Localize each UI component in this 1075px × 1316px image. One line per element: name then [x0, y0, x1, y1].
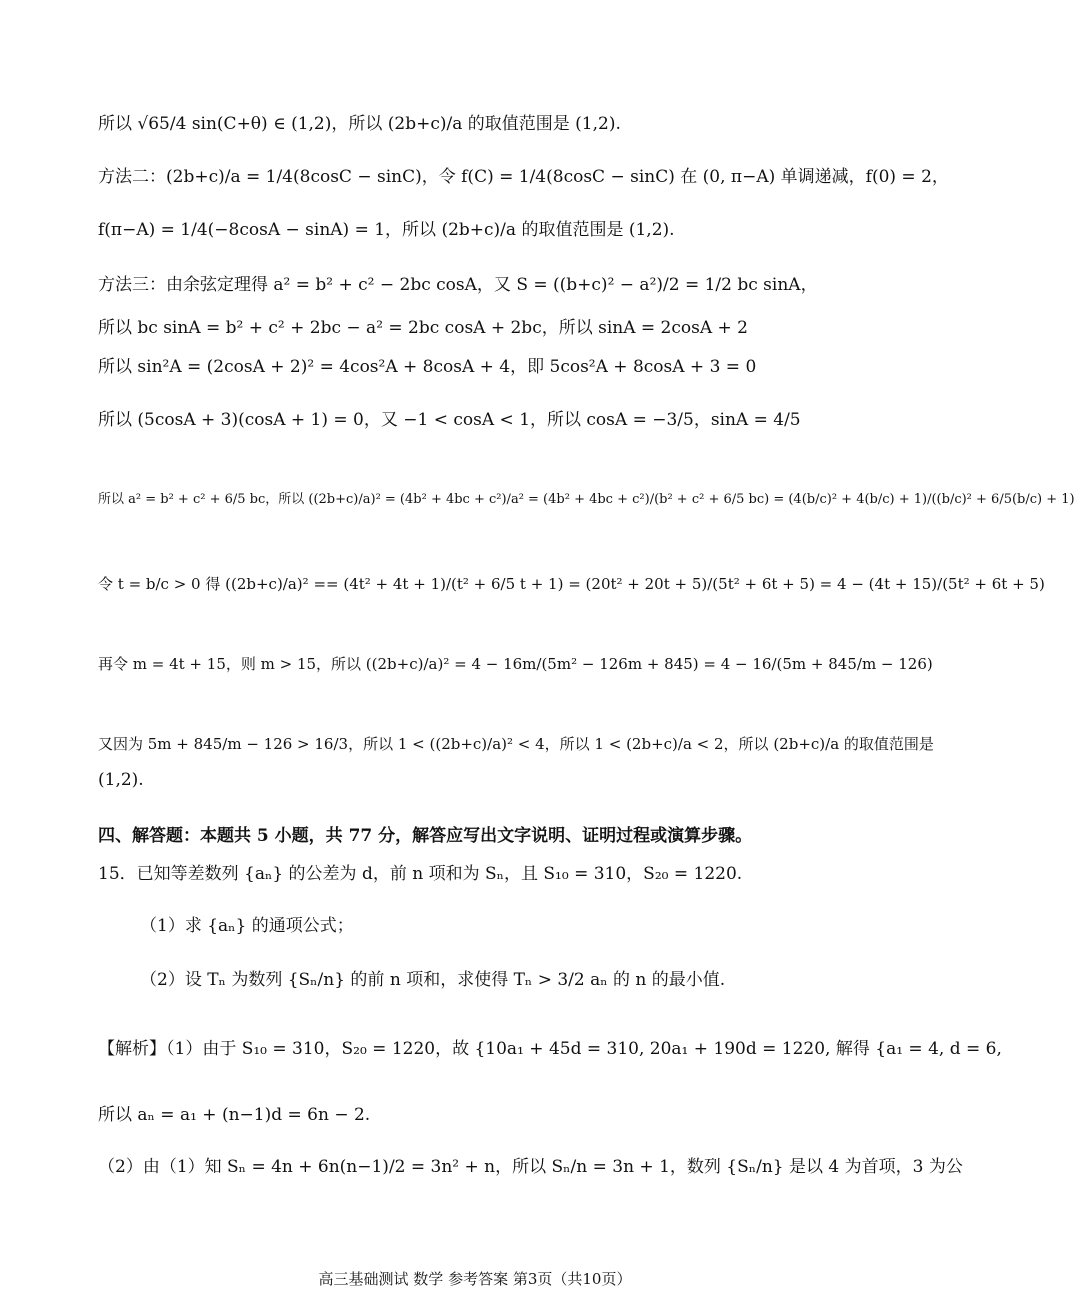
- line-2: 方法二：(2b+c)/a = 1/4(8cosC − sinC)，令 f(C) = 1/4(8cosC − sinC) 在 (0, π−A) 单调递减，f(0) = 2，: [98, 167, 949, 187]
- page-footer: 高三基础测试 数学 参考答案 第3页（共10页）: [318, 1270, 632, 1288]
- line-10: 再令 m = 4t + 15，则 m > 15，所以 ((2b+c)/a)² = 4 − 16m/(5m² − 126m + 845) = 4 − 16/(5m + 845/m − 126): [98, 655, 933, 673]
- line-4: 方法三：由余弦定理得 a² = b² + c² − 2bc cosA，又 S = ((b+c)² − a²)/2 = 1/2 bc sinA，: [98, 275, 818, 295]
- line-1: 所以 √65/4 sin(C+θ) ∈ (1,2)，所以 (2b+c)/a 的取值范围是 (1,2).: [98, 114, 621, 134]
- line-3: f(π−A) = 1/4(−8cosA − sinA) = 1，所以 (2b+c)/a 的取值范围是 (1,2).: [98, 220, 675, 240]
- line-6: 所以 sin²A = (2cosA + 2)² = 4cos²A + 8cosA + 4，即 5cos²A + 8cosA + 3 = 0: [98, 357, 757, 377]
- line-5: 所以 bc sinA = b² + c² + 2bc − a² = 2bc cosA + 2bc，所以 sinA = 2cosA + 2: [98, 318, 748, 338]
- solution-part-2: （2）由（1）知 Sₙ = 4n + 6n(n−1)/2 = 3n² + n，所以 Sₙ/n = 3n + 1，数列 {Sₙ/n} 是以 4 为首项，3 为公: [98, 1157, 963, 1177]
- problem-15: 15．已知等差数列 {aₙ} 的公差为 d，前 n 项和为 Sₙ，且 S₁₀ = 310，S₂₀ = 1220.: [98, 864, 743, 884]
- line-11: 又因为 5m + 845/m − 126 > 16/3，所以 1 < ((2b+c)/a)² < 4，所以 1 < (2b+c)/a < 2，所以 (2b+c)/a 的取值范围是: [98, 735, 934, 753]
- line-12: (1,2).: [98, 770, 144, 790]
- problem-15-part-1: （1）求 {aₙ} 的通项公式；: [140, 916, 354, 936]
- line-7: 所以 (5cosA + 3)(cosA + 1) = 0，又 −1 < cosA < 1，所以 cosA = −3/5，sinA = 4/5: [98, 410, 801, 430]
- solution-line-2: 所以 aₙ = a₁ + (n−1)d = 6n − 2.: [98, 1105, 371, 1125]
- solution-part-1: 【解析】（1）由于 S₁₀ = 310，S₂₀ = 1220，故 {10a₁ + 45d = 310, 20a₁ + 190d = 1220, 解得 {a₁ = 4, d = 6,: [98, 1039, 1002, 1059]
- line-9: 令 t = b/c > 0 得 ((2b+c)/a)² == (4t² + 4t + 1)/(t² + 6/5 t + 1) = (20t² + 20t + 5)/(5t² + 6t + 5) = 4 − (4t + 15)/(5t² + 6t + 5): [98, 575, 1045, 593]
- line-8: 所以 a² = b² + c² + 6/5 bc，所以 ((2b+c)/a)² = (4b² + 4bc + c²)/a² = (4b² + 4bc + c²)/(b² + c² + 6/5 bc) = (4(b/c)² + 4(b/c) + 1)/((b/c)² + 6/5(b/c) + 1): [98, 492, 1075, 507]
- section-heading: 四、解答题：本题共 5 小题，共 77 分，解答应写出文字说明、证明过程或演算步骤。: [98, 826, 753, 846]
- problem-15-part-2: （2）设 Tₙ 为数列 {Sₙ/n} 的前 n 项和，求使得 Tₙ > 3/2 aₙ 的 n 的最小值.: [140, 970, 726, 990]
